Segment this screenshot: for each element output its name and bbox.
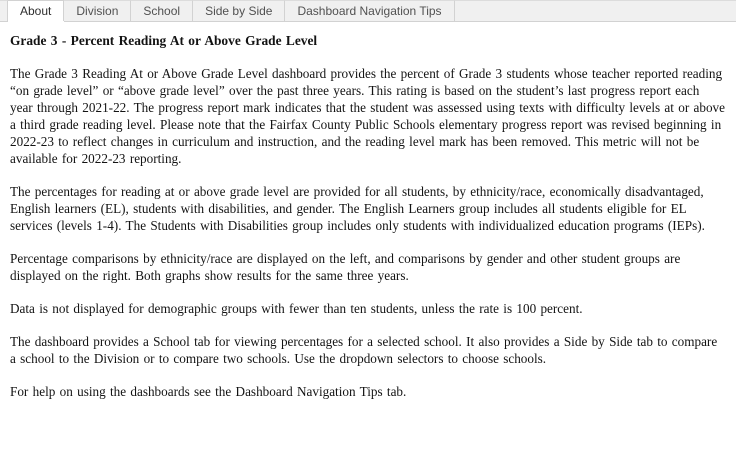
tab-side-by-side-label: Side by Side: [205, 4, 273, 18]
about-paragraph-3: Percentage comparisons by ethnicity/race are displayed on the left, and comparisons by gender and other student groups are displayed on the right. Both graphs show results for the same three years.: [10, 251, 681, 283]
tab-school[interactable]: [131, 0, 193, 21]
about-paragraph-4: Data is not displayed for demographic groups with fewer than ten students, unless the rate is 100 percent.: [10, 301, 583, 316]
tab-strip-left-stub: [0, 0, 8, 21]
tab-division-label: Division: [76, 4, 119, 18]
about-paragraph-6: For help on using the dashboards see the Dashboard Navigation Tips tab.: [10, 384, 407, 399]
about-paragraph-1: The Grade 3 Reading At or Above Grade Level dashboard provides the percent of Grade 3 students whose teacher reported reading “on grade level” or “above grade level” over the past three years. This rating is based on the student’s last progress report each year through 2021-22. The progress report mark indicates that the student was assessed using texts with difficulty levels at or above a third grade reading level. Please note that the Fairfax County Public Schools elementary progress report was revised beginning in 2022-23 to reflect changes in curriculum and instruction, and the reading level mark has been removed. This metric will not be available for 2022-23 reporting.: [10, 66, 725, 166]
tab-division[interactable]: [64, 0, 131, 21]
tab-dashboard-navigation-tips[interactable]: [285, 0, 454, 21]
tab-school-label: School: [143, 4, 181, 18]
about-paragraph-2: The percentages for reading at or above grade level are provided for all students, by ethnicity/race, economically disadvantaged, English learners (EL), students with disabilities, and gender. The English Learners group includes all students eligible for EL services (levels 1-4). The Students with Disabilities group includes only students with individualized education programs (IEPs).: [10, 184, 705, 233]
tab-about[interactable]: [8, 0, 64, 21]
about-paragraph-5: The dashboard provides a School tab for viewing percentages for a selected school. It also provides a Side by Side tab to compare a school to the Division or to compare two schools. Use the dropdown selectors to choose schools.: [10, 334, 718, 366]
tab-dashboard-navigation-tips-label: Dashboard Navigation Tips: [297, 4, 442, 18]
tab-about-label: About: [20, 4, 52, 18]
tab-bar-filler: [455, 0, 736, 21]
page-title: Grade 3 - Percent Reading At or Above Grade Level: [10, 33, 318, 48]
tab-side-by-side[interactable]: [193, 0, 285, 21]
about-content: [0, 22, 736, 400]
sheet-tab-bar: [0, 0, 736, 22]
